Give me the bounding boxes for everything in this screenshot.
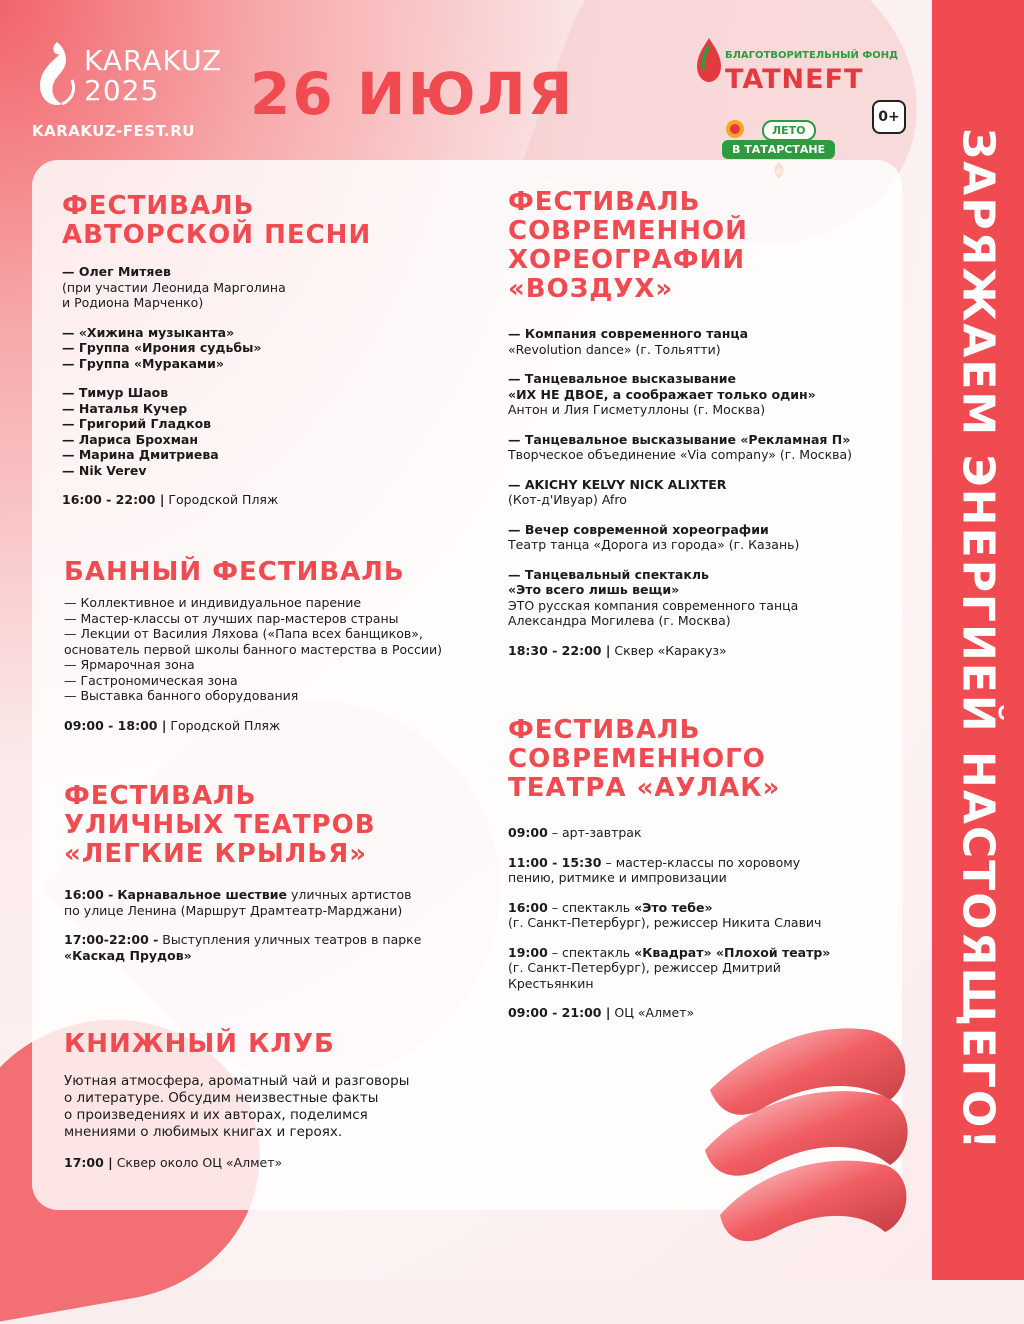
event-text: пению, ритмике и импровизации <box>508 870 727 885</box>
event-text: Творческое объединение «Via company» (г. Москва) <box>508 447 853 462</box>
feature-item: — Гастрономическая зона <box>64 672 238 688</box>
sponsor-logo <box>695 36 910 106</box>
title-line: УЛИЧНЫХ ТЕАТРОВ <box>64 810 376 840</box>
schedule-place: ОЦ «Алмет» <box>614 1005 695 1020</box>
event-title: — Танцевальный спектакль <box>508 566 709 582</box>
schedule-place: Городской Пляж <box>170 717 281 733</box>
site-url[interactable]: KARAKUZ-FEST.RU <box>32 122 195 140</box>
description-line: Уютная атмосфера, ароматный чай и разговоры <box>64 1073 410 1089</box>
title-line: ФЕСТИВАЛЬ <box>508 187 701 217</box>
slogan-text: ЗАРЯЖАЕМ ЭНЕРГИЕЙ НАСТОЯЩЕГО! <box>952 128 1004 1152</box>
title-line: АВТОРСКОЙ ПЕСНИ <box>62 220 372 250</box>
event-text: «Revolution dance» (г. Тольятти) <box>508 341 721 357</box>
feature-item: — Ярмарочная зона <box>64 657 195 672</box>
title-line: ХОРЕОГРАФИИ <box>508 245 746 275</box>
title-line: ФЕСТИВАЛЬ <box>508 715 701 745</box>
schedule-time: 16:00 - 22:00 | <box>62 492 165 507</box>
event-item <box>508 825 830 841</box>
schedule-place: Сквер «Каракуз» <box>614 642 727 658</box>
event-text: – спектакль <box>551 944 631 960</box>
event-time: 17:00-22:00 - <box>64 932 159 947</box>
schedule-time: 17:00 | <box>64 1155 113 1170</box>
performer: — Группа «Мураками» <box>62 355 224 371</box>
vozdukh-section <box>508 188 852 658</box>
section-title <box>64 782 421 869</box>
schedule-place: Сквер около ОЦ «Алмет» <box>116 1155 283 1170</box>
feature-item: — Коллективное и индивидуальное парение <box>64 595 362 610</box>
performer: — «Хижина музыканта» <box>62 324 235 340</box>
event-place: «Каскад Прудов» <box>64 947 192 963</box>
event-title: — Вечер современной хореографии <box>508 521 769 537</box>
sponsor-brand: TATNEFT <box>725 64 864 95</box>
event-item <box>64 887 421 903</box>
event-text: Выступления уличных театров в парке <box>162 932 422 947</box>
logo-year: 2025 <box>84 74 160 107</box>
event-text: – арт-завтрак <box>551 825 642 840</box>
logo-name: KARAKUZ <box>84 44 223 77</box>
event-title: — Танцевальное высказывание «Рекламная П» <box>508 431 851 447</box>
decorative-ribbon <box>700 1000 920 1260</box>
feature-item: — Лекции от Василия Ляхова («Папа всех банщиков», <box>64 626 423 641</box>
schedule-line <box>64 718 442 733</box>
performer: — Олег Митяев <box>62 264 171 279</box>
performer: — Тимур Шаов <box>62 385 169 400</box>
event-title: — AKICHY KELVY NICK ALIXTER <box>508 476 727 492</box>
performer: — Nik Verev <box>62 462 147 478</box>
schedule-place: Городской Пляж <box>168 492 279 507</box>
event-text: (г. Санкт-Петербург), режиссер Дмитрий <box>508 960 781 975</box>
performer: — Марина Дмитриева <box>62 447 219 462</box>
event-title: Карнавальное шествие <box>117 887 288 902</box>
karakuz-logo-icon <box>32 34 82 114</box>
schedule-line <box>64 1155 409 1170</box>
event-title: «Это всего лишь вещи» <box>508 582 680 597</box>
summer-badge-bottom: В ТАТАРСТАНЕ <box>722 140 835 159</box>
description-line: о произведениях и их авторах, поделимся <box>64 1107 368 1123</box>
title-line: ФЕСТИВАЛЬ <box>64 781 257 811</box>
aulak-section <box>508 716 830 1020</box>
title-line: ФЕСТИВАЛЬ <box>62 191 255 221</box>
event-text: – мастер-классы по хоровому <box>605 854 801 870</box>
performer: — Наталья Кучер <box>62 400 188 416</box>
event-text: – спектакль <box>551 899 631 915</box>
event-text: по улице Ленина (Маршрут Драмтеатр-Марджани) <box>64 902 403 918</box>
event-text: Александра Могилева (г. Москва) <box>508 613 731 628</box>
tatneft-drop-icon <box>695 36 723 84</box>
feature-item: основатель первой школы банного мастерства в России) <box>64 641 443 657</box>
age-rating-badge: 0+ <box>872 100 906 134</box>
event-title: — Компания современного танца <box>508 326 749 341</box>
schedule-time: 09:00 - 18:00 | <box>64 717 167 733</box>
description-line: мнениями о любимых книгах и героях. <box>64 1124 343 1140</box>
event-text: Антон и Лия Гисметуллоны (г. Москва) <box>508 402 766 417</box>
schedule-line <box>508 643 852 658</box>
feature-item: — Выставка банного оборудования <box>64 688 299 703</box>
event-time: 19:00 <box>508 944 548 960</box>
song-festival-section <box>62 192 371 507</box>
bath-festival-section <box>64 558 442 733</box>
title-line: СОВРЕМЕННОЙ <box>508 216 748 246</box>
sun-icon <box>724 118 746 140</box>
event-time: 11:00 - 15:30 <box>508 854 602 870</box>
summer-badge-top: ЛЕТО <box>762 120 816 141</box>
title-line: «ЛЕГКИЕ КРЫЛЬЯ» <box>64 839 368 869</box>
title-line: СОВРЕМЕННОГО <box>508 744 766 774</box>
section-title: БАННЫЙ ФЕСТИВАЛЬ <box>64 557 405 587</box>
section-title <box>508 188 852 304</box>
event-title: — Танцевальное высказывание <box>508 371 736 386</box>
title-line: «ВОЗДУХ» <box>508 274 674 304</box>
event-text: Крестьянкин <box>508 975 594 991</box>
event-time: 16:00 - <box>64 887 114 902</box>
schedule-time: 18:30 - 22:00 | <box>508 642 611 658</box>
performer: — Лариса Брохман <box>62 431 198 447</box>
event-title: «Квадрат» «Плохой театр» <box>634 944 831 960</box>
sponsor-fund-label: БЛАГОТВОРИТЕЛЬНЫЙ ФОНД <box>725 50 899 61</box>
event-text: (г. Санкт-Петербург), режиссер Никита Славич <box>508 915 822 930</box>
event-title: «Это тебе» <box>634 899 713 915</box>
event-item <box>64 932 421 948</box>
event-item <box>508 900 830 916</box>
event-text: Театр танца «Дорога из города» (г. Казань) <box>508 537 800 552</box>
book-club-section <box>64 1030 409 1170</box>
schedule-line <box>62 492 371 507</box>
date-title: 26 ИЮЛЯ <box>250 60 575 128</box>
event-text: (Кот-д'Ивуар) Afro <box>508 492 627 507</box>
street-theatres-section <box>64 782 421 963</box>
event-item <box>508 855 830 871</box>
event-item <box>508 945 830 961</box>
section-title <box>62 192 371 250</box>
event-time: 09:00 <box>508 825 548 840</box>
section-title <box>508 716 830 803</box>
performer: — Группа «Ирония судьбы» <box>62 340 262 355</box>
title-line: ТЕАТРА «АУЛАК» <box>508 773 781 803</box>
schedule-time: 09:00 - 21:00 | <box>508 1005 611 1020</box>
performer-note: (при участии Леонида Марголина <box>62 279 286 295</box>
feature-item: — Мастер-классы от лучших пар-мастеров страны <box>64 610 399 626</box>
event-text: ЭТО русская компания современного танца <box>508 597 799 613</box>
performer: — Григорий Гладков <box>62 416 212 431</box>
event-text: уличных артистов <box>291 887 412 902</box>
description-line: о литературе. Обсудим неизвестные факты <box>64 1090 379 1106</box>
event-title: «ИХ НЕ ДВОЕ, а соображает только один» <box>508 386 816 402</box>
event-time: 16:00 <box>508 899 548 915</box>
section-title: КНИЖНЫЙ КЛУБ <box>64 1029 335 1059</box>
performer-note: и Родиона Марченко) <box>62 295 204 310</box>
logo-text <box>84 46 222 106</box>
vertical-slogan <box>932 0 1024 1280</box>
